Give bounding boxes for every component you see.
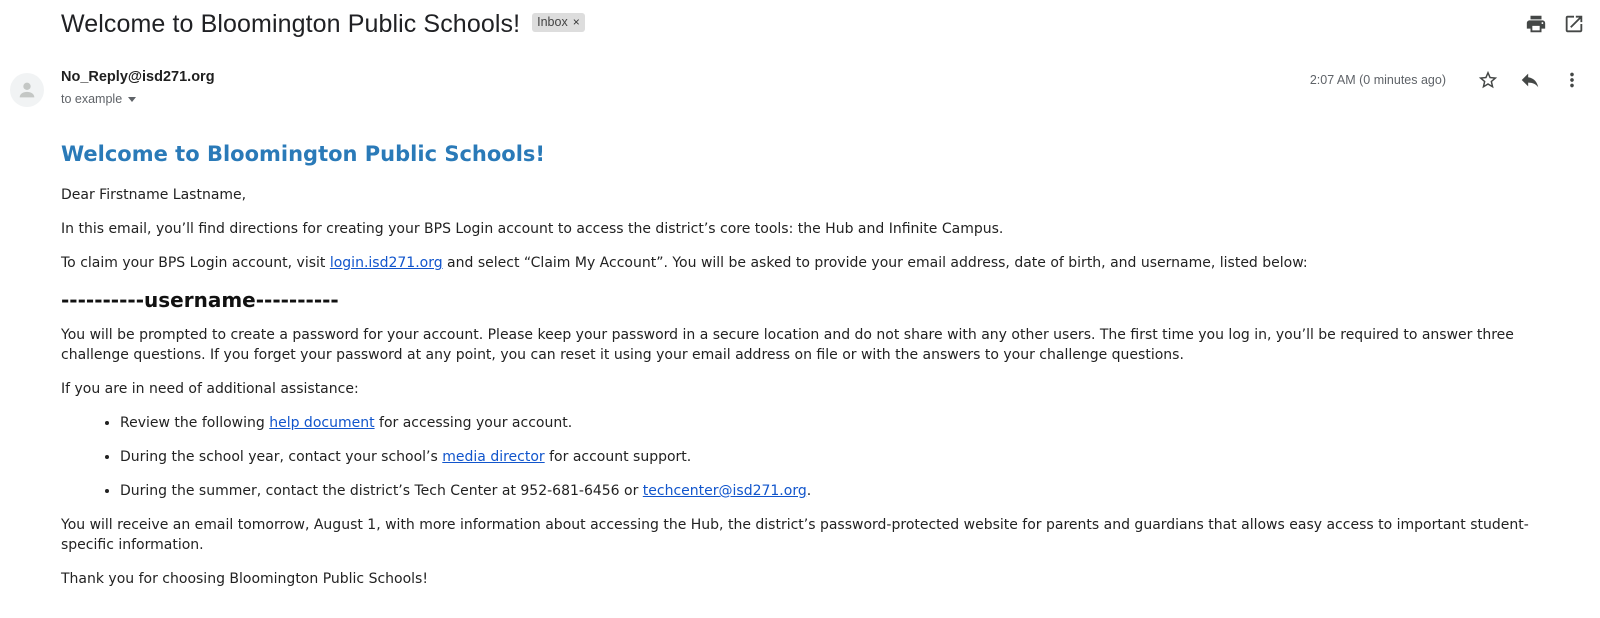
login-link[interactable]: login.isd271.org — [329, 255, 443, 271]
list-item-text: . — [806, 483, 812, 499]
body-heading: Welcome to Bloomington Public Schools! — [61, 142, 545, 166]
help-document-link[interactable]: help document — [269, 415, 375, 431]
email-toolbar — [1524, 12, 1586, 36]
assistance-list — [120, 413, 1541, 501]
reply-icon[interactable] — [1514, 64, 1546, 96]
open-in-new-window-icon[interactable] — [1562, 12, 1586, 36]
list-item-text: During the summer, contact the district’s Tech Center at 952-681-6456 or — [120, 483, 643, 499]
remove-label-icon[interactable]: × — [572, 15, 580, 29]
label-text: Inbox — [537, 15, 568, 29]
username-placeholder: ----------username---------- — [61, 288, 339, 312]
media-director-link[interactable]: media director — [442, 449, 545, 465]
greeting: Dear Firstname Lastname, — [61, 187, 247, 203]
assistance-paragraph: If you are in need of additional assistance: — [61, 381, 359, 397]
email-header — [61, 6, 585, 42]
claim-text-before: To claim your BPS Login account, visit — [61, 255, 330, 271]
recipient-line[interactable] — [61, 92, 136, 106]
list-item — [120, 481, 1541, 501]
password-paragraph: You will be prompted to create a password for your account. Please keep your password in a secure location and do not share with any other users. The first time you log in, you’ll be required to answer three challenge questions. If you forget your password at any point, you can reset it using your email address on file or with the answers to your challenge questions. — [61, 327, 1514, 363]
email-body — [61, 138, 1541, 603]
sender-address[interactable]: No_Reply@isd271.org — [61, 69, 215, 85]
intro-paragraph: In this email, you’ll find directions for creating your BPS Login account to access the district’s core tools: the Hub and Infinite Campus. — [61, 221, 1004, 237]
list-item-text: Review the following — [120, 415, 270, 431]
closing-paragraph: Thank you for choosing Bloomington Public Schools! — [61, 571, 428, 587]
message-actions — [1310, 64, 1588, 96]
list-item-text: for account support. — [544, 449, 692, 465]
recipient-text: to example — [61, 92, 123, 106]
message-timestamp: 2:07 AM (0 minutes ago) — [1309, 73, 1446, 87]
sender-avatar-icon — [10, 73, 44, 107]
followup-paragraph: You will receive an email tomorrow, August 1, with more information about accessing the Hub, the district’s password-protected website for parents and guardians that allows easy access to important student-specific information. — [61, 517, 1529, 553]
star-icon[interactable] — [1472, 64, 1504, 96]
techcenter-email-link[interactable]: techcenter@isd271.org — [642, 483, 807, 499]
more-vert-icon[interactable] — [1556, 64, 1588, 96]
inbox-label-chip[interactable] — [532, 13, 585, 32]
claim-paragraph — [61, 253, 1541, 273]
list-item-text: for accessing your account. — [374, 415, 573, 431]
list-item — [120, 413, 1541, 433]
list-item-text: During the school year, contact your school’s — [120, 449, 443, 465]
claim-text-after: and select “Claim My Account”. You will be asked to provide your email address, date of birth, and username, listed below: — [442, 255, 1308, 271]
print-icon[interactable] — [1524, 12, 1548, 36]
email-subject: Welcome to Bloomington Public Schools! — [61, 9, 521, 38]
list-item — [120, 447, 1541, 467]
chevron-down-icon[interactable] — [128, 97, 136, 102]
